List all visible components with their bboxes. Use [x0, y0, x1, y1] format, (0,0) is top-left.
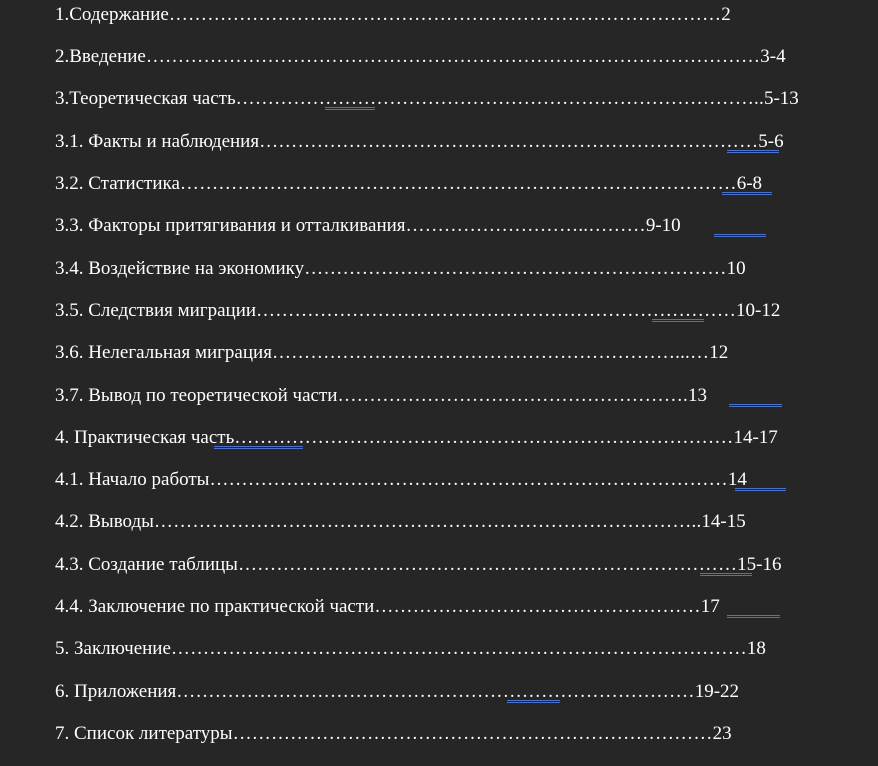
- toc-entry-page: 19-22: [694, 681, 740, 702]
- toc-entry-page: 5-6: [758, 131, 784, 152]
- toc-entry-illegal-migration[interactable]: [55, 340, 728, 366]
- grammar-underline: [652, 314, 704, 322]
- toc-entry-leader: ………………………………………………………………………………: [170, 638, 747, 659]
- toc-entry-leader: ……………………………………………………………………………………: [145, 46, 761, 67]
- toc-entry-economy-impact[interactable]: [55, 256, 746, 282]
- toc-entry-label: 4.4. Заключение по практической части: [55, 596, 375, 617]
- toc-entry-label: 1.Содержание: [55, 4, 169, 25]
- toc-entry-theory-conclusion[interactable]: [55, 383, 707, 409]
- toc-entry-theory[interactable]: [55, 86, 799, 112]
- grammar-underline: [727, 145, 779, 153]
- toc-entry-page: 14: [727, 469, 747, 490]
- toc-entry-leader: ……………………………………………: [374, 596, 701, 617]
- toc-entry-label: 3.7. Вывод по теоретической части: [55, 385, 338, 406]
- toc-entry-leader: ………………………………………………………………………..: [235, 88, 764, 109]
- toc-entry-practice[interactable]: [55, 425, 778, 451]
- toc-entry-page: 18: [746, 638, 766, 659]
- toc-entry-page: 15-16: [737, 554, 782, 575]
- toc-entry-page: 5-13: [763, 88, 799, 109]
- toc-entry-page: 9-10: [645, 215, 681, 236]
- grammar-underline: [507, 695, 560, 703]
- toc-entry-page: 6-8: [736, 173, 763, 194]
- toc-entry-page: 2: [721, 4, 731, 25]
- toc-entry-label: 4.1. Начало работы: [55, 469, 210, 490]
- toc-entry-page: 23: [712, 723, 732, 744]
- toc-entry-label: 4. Практическая часть: [55, 427, 235, 448]
- toc-entry-label: 4.3. Создание таблицы: [55, 554, 238, 575]
- toc-entry-label: 3.3. Факторы притягивания и отталкивания: [55, 215, 406, 236]
- toc-entry-leader: ……………………………………………………………………: [259, 131, 759, 152]
- toc-entry-leader: ………………………………………………………...…: [271, 342, 710, 363]
- toc-entry-label: 2.Введение: [55, 46, 146, 67]
- toc-entry-leader: …………………………………………………………………………..: [153, 511, 702, 532]
- grammar-underline: [325, 102, 375, 110]
- toc-entry-page: 14-17: [733, 427, 778, 448]
- toc-entry-leader: ………………………………………………………………………: [176, 681, 695, 702]
- toc-entry-label: 7. Список литературы: [55, 723, 233, 744]
- toc-entry-appendices[interactable]: [55, 679, 739, 705]
- toc-entry-facts[interactable]: [55, 129, 784, 155]
- toc-entry-page: 12: [709, 342, 729, 363]
- grammar-underline: [729, 399, 782, 407]
- toc-entry-leader: …………………………………………………………………: [232, 723, 713, 744]
- grammar-underline: [714, 229, 766, 237]
- grammar-underline: [700, 568, 752, 576]
- toc-entry-leader: ………………………………………………………………………: [209, 469, 728, 490]
- toc-entry-page: 13: [688, 385, 707, 406]
- toc-entry-introduction[interactable]: [55, 44, 786, 70]
- toc-entry-label: 3.6. Нелегальная миграция: [55, 342, 272, 363]
- toc-entry-conclusions[interactable]: [55, 509, 746, 535]
- toc-entry-practice-conclusion[interactable]: [55, 594, 720, 620]
- toc-entry-label: 3.1. Факты и наблюдения: [55, 131, 260, 152]
- toc-entry-page: 17: [700, 596, 720, 617]
- grammar-underline: [735, 483, 786, 491]
- toc-entry-table-creation[interactable]: [55, 552, 781, 578]
- toc-entry-label: 4.2. Выводы: [55, 511, 154, 532]
- toc-entry-label: 3.5. Следствия миграции: [55, 300, 257, 321]
- toc-entry-work-start[interactable]: [55, 467, 747, 493]
- toc-entry-label: 3.4. Воздействие на экономику: [55, 258, 305, 279]
- toc-entry-conclusion[interactable]: [55, 636, 766, 662]
- toc-entry-leader: ……………………………………………………………………………: [179, 173, 737, 194]
- toc-entry-push-pull-factors[interactable]: [55, 213, 681, 239]
- toc-entry-page: 10: [726, 258, 746, 279]
- toc-entry-page: 10-12: [736, 300, 781, 321]
- toc-entry-label: 6. Приложения: [55, 681, 177, 702]
- grammar-underline: [727, 610, 780, 618]
- toc-entry-leader: ………………………..………: [405, 215, 646, 236]
- grammar-underline: [214, 441, 303, 449]
- toc-entry-label: 5. Заключение: [55, 638, 171, 659]
- toc-entry-leader: ……………………………………………………………………: [234, 427, 734, 448]
- toc-entry-statistics[interactable]: [55, 171, 762, 197]
- toc-entry-leader: ……………………...……………………………………………………: [168, 4, 722, 25]
- toc-entry-page: 14-15: [701, 511, 746, 532]
- toc-entry-leader: ……………………………………………………………………: [237, 554, 738, 575]
- toc-entry-label: 3.Теоретическая часть: [55, 88, 236, 109]
- toc-entry-contents[interactable]: [55, 2, 731, 28]
- toc-entry-label: 3.2. Статистика: [55, 173, 180, 194]
- toc-entry-page: 3-4: [760, 46, 786, 67]
- toc-entry-leader: …………………………………………………………: [304, 258, 727, 279]
- grammar-underline: [722, 187, 772, 195]
- toc-entry-leader: ……………………………………………….: [337, 385, 688, 406]
- toc-entry-leader: …………………………………………………………………: [256, 300, 737, 321]
- toc-entry-bibliography[interactable]: [55, 721, 732, 747]
